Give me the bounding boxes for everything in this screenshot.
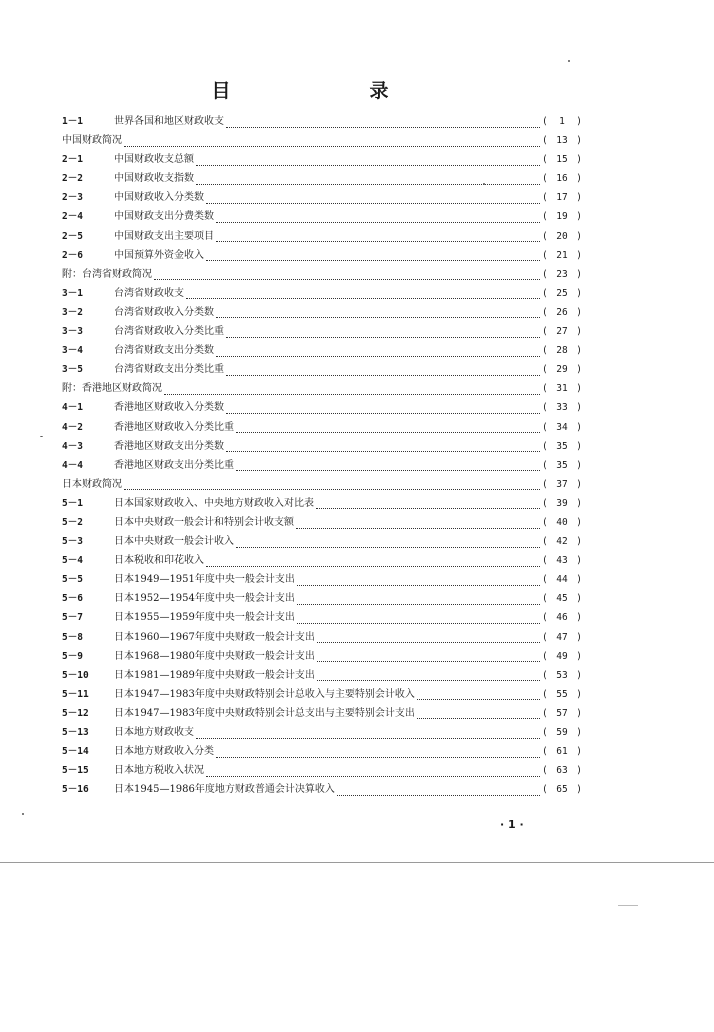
toc-entry — [62, 265, 582, 284]
entry-page — [542, 398, 582, 417]
paren-close: ) — [576, 345, 582, 357]
entry-page — [542, 723, 582, 742]
paren-close: ) — [576, 211, 582, 223]
toc-entry — [62, 551, 582, 570]
entry-title: 日本税收和印花收入 — [114, 555, 204, 567]
toc-entry — [62, 112, 582, 131]
toc-entry — [62, 188, 582, 207]
page-number-value: 23 — [556, 268, 568, 280]
entry-number: 5－4 — [62, 555, 83, 567]
dot-leader — [337, 786, 540, 796]
dot-leader — [297, 595, 540, 605]
entry-number: 5－9 — [62, 650, 83, 662]
toc-entry — [62, 647, 582, 666]
toc-entry — [62, 456, 582, 475]
entry-title: 日本1947—1983年度中央财政特别会计总支出与主要特别会计支出 — [114, 707, 415, 719]
paren-close: ) — [576, 536, 582, 548]
entry-page — [542, 475, 582, 494]
entry-number: 4－1 — [62, 402, 83, 414]
paren-open: ( — [542, 536, 548, 548]
dot-leader — [226, 404, 540, 414]
entry-number: 2－2 — [62, 173, 83, 185]
entry-page — [542, 456, 582, 475]
toc-entry — [62, 475, 582, 494]
page-number-value: 39 — [556, 497, 568, 509]
entry-title: 台湾省财政收入分类数 — [114, 306, 214, 318]
entry-number: 5－8 — [62, 631, 83, 643]
entry-page — [542, 761, 582, 780]
entry-page — [542, 227, 582, 246]
page-number-value: 61 — [556, 746, 568, 758]
toc-entry — [62, 608, 582, 627]
page-number-value: 35 — [556, 440, 568, 452]
dot-leader — [216, 347, 540, 357]
dot-leader — [317, 633, 540, 643]
toc-entry — [62, 303, 582, 322]
paren-close: ) — [576, 154, 582, 166]
entry-title: 中国财政收支指数 — [114, 173, 194, 185]
page-number-value: 49 — [556, 650, 568, 662]
entry-page — [542, 437, 582, 456]
page-number-value: 46 — [556, 612, 568, 624]
page-number-value: 33 — [556, 402, 568, 414]
dot-leader — [154, 270, 540, 280]
dot-leader — [206, 251, 540, 261]
entry-page — [542, 284, 582, 303]
paren-close: ) — [576, 116, 582, 127]
paren-open: ( — [542, 154, 548, 166]
dot-leader — [186, 289, 540, 299]
page-number-value: 15 — [556, 154, 568, 166]
paren-close: ) — [576, 574, 582, 586]
entry-title: 香港地区财政支出分类数 — [114, 440, 224, 452]
table-of-contents — [62, 112, 582, 799]
page-number-value: 65 — [556, 784, 568, 796]
paren-open: ( — [542, 135, 548, 147]
paren-open: ( — [542, 555, 548, 567]
entry-title: 日本1949—1951年度中央一般会计支出 — [114, 574, 295, 586]
paren-close: ) — [576, 746, 582, 758]
page-number-value: 21 — [556, 249, 568, 261]
entry-page — [542, 341, 582, 360]
toc-entry — [62, 723, 582, 742]
entry-number: 5－3 — [62, 536, 83, 548]
toc-entry — [62, 780, 582, 799]
page-number-value: 42 — [556, 536, 568, 548]
page-number-value: 19 — [556, 211, 568, 223]
dot-leader — [417, 709, 540, 719]
paren-open: ( — [542, 421, 548, 433]
paren-open: ( — [542, 211, 548, 223]
paren-open: ( — [542, 593, 548, 605]
toc-entry — [62, 761, 582, 780]
dot-leader — [216, 232, 540, 242]
paren-close: ) — [576, 688, 582, 700]
paren-close: ) — [576, 440, 582, 452]
entry-number: 5－13 — [62, 727, 89, 738]
entry-page — [542, 246, 582, 265]
toc-entry — [62, 742, 582, 761]
toc-entry — [62, 246, 582, 265]
page-number-value: 13 — [556, 135, 568, 147]
paren-open: ( — [542, 268, 548, 280]
page-number-value: 57 — [556, 707, 568, 719]
dot-leader — [216, 213, 540, 223]
paren-close: ) — [576, 173, 582, 185]
dot-leader — [164, 385, 540, 395]
entry-title: 中国财政简况 — [62, 135, 122, 147]
dot-leader — [226, 328, 540, 338]
toc-entry — [62, 284, 582, 303]
entry-number: 5－12 — [62, 707, 89, 719]
dot-leader — [297, 614, 540, 624]
page-number-value: 59 — [556, 727, 568, 738]
entry-title: 日本1968—1980年度中央财政一般会计支出 — [114, 650, 315, 662]
entry-number: 2－6 — [62, 249, 83, 261]
scan-speck — [568, 60, 570, 62]
entry-number: 4－2 — [62, 421, 83, 433]
entry-number: 3－3 — [62, 326, 83, 338]
entry-page — [542, 742, 582, 761]
paren-close: ) — [576, 669, 582, 681]
entry-page — [542, 551, 582, 570]
page-number-value: 43 — [556, 555, 568, 567]
entry-title: 日本1981—1989年度中央财政一般会计支出 — [114, 669, 315, 681]
paren-close: ) — [576, 612, 582, 624]
paren-open: ( — [542, 688, 548, 700]
entry-title: 香港地区财政收入分类比重 — [114, 421, 234, 433]
paren-close: ) — [576, 383, 582, 395]
paren-open: ( — [542, 402, 548, 414]
entry-title: 日本1952—1954年度中央一般会计支出 — [114, 593, 295, 605]
entry-number: 3－1 — [62, 287, 83, 299]
entry-title: 世界各国和地区财政收支 — [114, 116, 224, 127]
page-number-value: 26 — [556, 306, 568, 318]
paren-open: ( — [542, 669, 548, 681]
paren-open: ( — [542, 459, 548, 471]
paren-open: ( — [542, 287, 548, 299]
paren-close: ) — [576, 326, 582, 338]
paren-open: ( — [542, 306, 548, 318]
toc-entry — [62, 322, 582, 341]
dot-leader — [236, 538, 540, 548]
dot-leader — [317, 652, 540, 662]
paren-open: ( — [542, 631, 548, 643]
entry-page — [542, 265, 582, 284]
paren-open: ( — [542, 497, 548, 509]
entry-page — [542, 570, 582, 589]
entry-number: 2－1 — [62, 154, 83, 166]
paren-close: ) — [576, 459, 582, 471]
entry-number: 2－4 — [62, 211, 83, 223]
toc-entry — [62, 341, 582, 360]
entry-title: 中国预算外资金收入 — [114, 249, 204, 261]
paren-close: ) — [576, 516, 582, 528]
page-number-value: 45 — [556, 593, 568, 605]
entry-page — [542, 532, 582, 551]
page-number-value: 37 — [556, 478, 568, 490]
dot-leader — [296, 519, 540, 529]
entry-title: 附：台湾省财政简况 — [62, 268, 152, 280]
toc-entry — [62, 131, 582, 150]
entry-page — [542, 303, 582, 322]
scan-edge-mark — [618, 905, 638, 906]
entry-number: 5－1 — [62, 497, 83, 509]
entry-number: 5－6 — [62, 593, 83, 605]
entry-page — [542, 704, 582, 723]
toc-entry — [62, 570, 582, 589]
entry-page — [542, 780, 582, 799]
toc-entry — [62, 628, 582, 647]
entry-title: 日本1945—1986年度地方财政普通会计决算收入 — [114, 784, 335, 796]
entry-number: 5－11 — [62, 688, 89, 700]
paren-close: ) — [576, 631, 582, 643]
page-number-value: 44 — [556, 574, 568, 586]
paren-close: ) — [576, 364, 582, 376]
page-number-value: 29 — [556, 364, 568, 376]
page-number-value: 55 — [556, 688, 568, 700]
paren-close: ) — [576, 478, 582, 490]
toc-entry — [62, 418, 582, 437]
toc-entry — [62, 227, 582, 246]
paren-open: ( — [542, 574, 548, 586]
entry-page — [542, 513, 582, 532]
entry-page — [542, 150, 582, 169]
dot-leader — [216, 308, 540, 318]
entry-title: 中国财政收支总额 — [114, 154, 194, 166]
page-number-value: 35 — [556, 459, 568, 471]
entry-page — [542, 666, 582, 685]
dot-leader — [236, 423, 540, 433]
paren-close: ) — [576, 192, 582, 204]
paren-open: ( — [542, 173, 548, 185]
entry-title: 台湾省财政支出分类比重 — [114, 364, 224, 376]
paren-close: ) — [576, 707, 582, 719]
paren-close: ) — [576, 765, 582, 777]
paren-close: ) — [576, 497, 582, 509]
entry-title: 日本中央财政一般会计收入 — [114, 536, 234, 548]
entry-page — [542, 131, 582, 150]
paren-close: ) — [576, 784, 582, 796]
paren-close: ) — [576, 230, 582, 242]
toc-entry — [62, 513, 582, 532]
entry-title: 中国财政支出分费类数 — [114, 211, 214, 223]
paren-close: ) — [576, 306, 582, 318]
paren-open: ( — [542, 326, 548, 338]
page-number-value: 47 — [556, 631, 568, 643]
entry-number: 5－14 — [62, 746, 89, 758]
entry-page — [542, 418, 582, 437]
entry-title: 中国财政支出主要项目 — [114, 230, 214, 242]
entry-page — [542, 628, 582, 647]
toc-entry — [62, 666, 582, 685]
paren-open: ( — [542, 249, 548, 261]
dot-leader — [216, 748, 540, 758]
toc-entry — [62, 169, 582, 188]
dot-leader — [317, 671, 540, 681]
entry-title: 日本财政简况 — [62, 478, 122, 490]
paren-close: ) — [576, 287, 582, 299]
dot-leader — [316, 499, 540, 509]
page-number-value: 40 — [556, 516, 568, 528]
scan-edge-line — [0, 862, 714, 863]
toc-entry — [62, 360, 582, 379]
page-number: · 1 · — [500, 818, 524, 831]
entry-page — [542, 169, 582, 188]
paren-open: ( — [542, 516, 548, 528]
entry-title: 日本地方财政收入分类 — [114, 746, 214, 758]
page-number-value: 34 — [556, 421, 568, 433]
entry-title: 台湾省财政收支 — [114, 287, 184, 299]
entry-title: 日本中央财政一般会计和特别会计收支额 — [114, 516, 294, 528]
toc-entry — [62, 532, 582, 551]
dot-leader — [196, 729, 540, 739]
page-number-value: 25 — [556, 287, 568, 299]
entry-title: 日本1947—1983年度中央财政特别会计总收入与主要特别会计收入 — [114, 688, 415, 700]
page-number-value: 53 — [556, 669, 568, 681]
entry-title: 附：香港地区财政简况 — [62, 383, 162, 395]
paren-close: ) — [576, 268, 582, 280]
page-title: 目 录 — [211, 80, 449, 102]
page-number-value: 16 — [556, 173, 568, 185]
paren-close: ) — [576, 249, 582, 261]
toc-entry — [62, 207, 582, 226]
paren-close: ) — [576, 650, 582, 662]
page-number-value: 20 — [556, 230, 568, 242]
entry-number: 5－5 — [62, 574, 83, 586]
paren-open: ( — [542, 192, 548, 204]
entry-number: 5－7 — [62, 612, 83, 624]
paren-close: ) — [576, 593, 582, 605]
entry-number: 1－1 — [62, 116, 83, 127]
dot-leader — [226, 118, 540, 128]
paren-open: ( — [542, 727, 548, 738]
paren-open: ( — [542, 478, 548, 490]
toc-entry — [62, 589, 582, 608]
entry-title: 日本地方税收入状况 — [114, 765, 204, 777]
paren-open: ( — [542, 383, 548, 395]
entry-title: 日本1960—1967年度中央财政一般会计支出 — [114, 631, 315, 643]
paren-open: ( — [542, 707, 548, 719]
entry-page — [542, 494, 582, 513]
entry-title: 日本地方财政收支 — [114, 727, 194, 738]
entry-number: 3－5 — [62, 364, 83, 376]
toc-entry — [62, 150, 582, 169]
entry-title: 香港地区财政支出分类比重 — [114, 459, 234, 471]
page-number-value: 1 — [559, 116, 565, 127]
dot-leader — [236, 461, 540, 471]
toc-entry — [62, 685, 582, 704]
paren-close: ) — [576, 421, 582, 433]
entry-page — [542, 207, 582, 226]
entry-page — [542, 647, 582, 666]
entry-number: 3－2 — [62, 306, 83, 318]
dot-leader — [206, 194, 540, 204]
scan-speck — [40, 436, 43, 437]
toc-entry — [62, 704, 582, 723]
entry-page — [542, 608, 582, 627]
entry-page — [542, 360, 582, 379]
dot-leader — [124, 137, 540, 147]
entry-number: 4－4 — [62, 459, 83, 471]
entry-title: 香港地区财政收入分类数 — [114, 402, 224, 414]
entry-page — [542, 379, 582, 398]
paren-close: ) — [576, 402, 582, 414]
paren-open: ( — [542, 765, 548, 777]
entry-number: 3－4 — [62, 345, 83, 357]
entry-title: 台湾省财政收入分类比重 — [114, 326, 224, 338]
dot-leader — [297, 576, 540, 586]
entry-title: 日本1955—1959年度中央一般会计支出 — [114, 612, 295, 624]
entry-number: 4－3 — [62, 440, 83, 452]
scan-speck — [483, 183, 485, 185]
dot-leader — [124, 480, 540, 490]
page-number-value: 27 — [556, 326, 568, 338]
paren-close: ) — [576, 727, 582, 738]
entry-page — [542, 589, 582, 608]
entry-number: 5－15 — [62, 765, 89, 777]
paren-open: ( — [542, 650, 548, 662]
entry-page — [542, 685, 582, 704]
entry-number: 2－3 — [62, 192, 83, 204]
scan-speck — [22, 813, 24, 815]
toc-entry — [62, 437, 582, 456]
paren-close: ) — [576, 135, 582, 147]
entry-number: 5－16 — [62, 784, 89, 796]
toc-entry — [62, 398, 582, 417]
dot-leader — [226, 442, 540, 452]
paren-open: ( — [542, 746, 548, 758]
entry-title: 中国财政收入分类数 — [114, 192, 204, 204]
toc-entry — [62, 494, 582, 513]
entry-title: 台湾省财政支出分类数 — [114, 345, 214, 357]
page-number-value: 63 — [556, 765, 568, 777]
paren-open: ( — [542, 116, 548, 127]
entry-number: 5－2 — [62, 516, 83, 528]
dot-leader — [417, 690, 540, 700]
page-number-value: 28 — [556, 345, 568, 357]
page-number-value: 17 — [556, 192, 568, 204]
paren-open: ( — [542, 612, 548, 624]
entry-page — [542, 188, 582, 207]
entry-number: 2－5 — [62, 230, 83, 242]
page-number-value: 31 — [556, 383, 568, 395]
paren-open: ( — [542, 364, 548, 376]
entry-page — [542, 112, 582, 131]
paren-open: ( — [542, 230, 548, 242]
toc-entry — [62, 379, 582, 398]
dot-leader — [196, 175, 540, 185]
paren-open: ( — [542, 440, 548, 452]
dot-leader — [196, 156, 540, 166]
entry-title: 日本国家财政收入、中央地方财政收入对比表 — [114, 497, 314, 509]
paren-close: ) — [576, 555, 582, 567]
paren-open: ( — [542, 784, 548, 796]
entry-number: 5－10 — [62, 669, 89, 681]
paren-open: ( — [542, 345, 548, 357]
entry-page — [542, 322, 582, 341]
dot-leader — [226, 366, 540, 376]
dot-leader — [206, 767, 540, 777]
dot-leader — [206, 557, 540, 567]
